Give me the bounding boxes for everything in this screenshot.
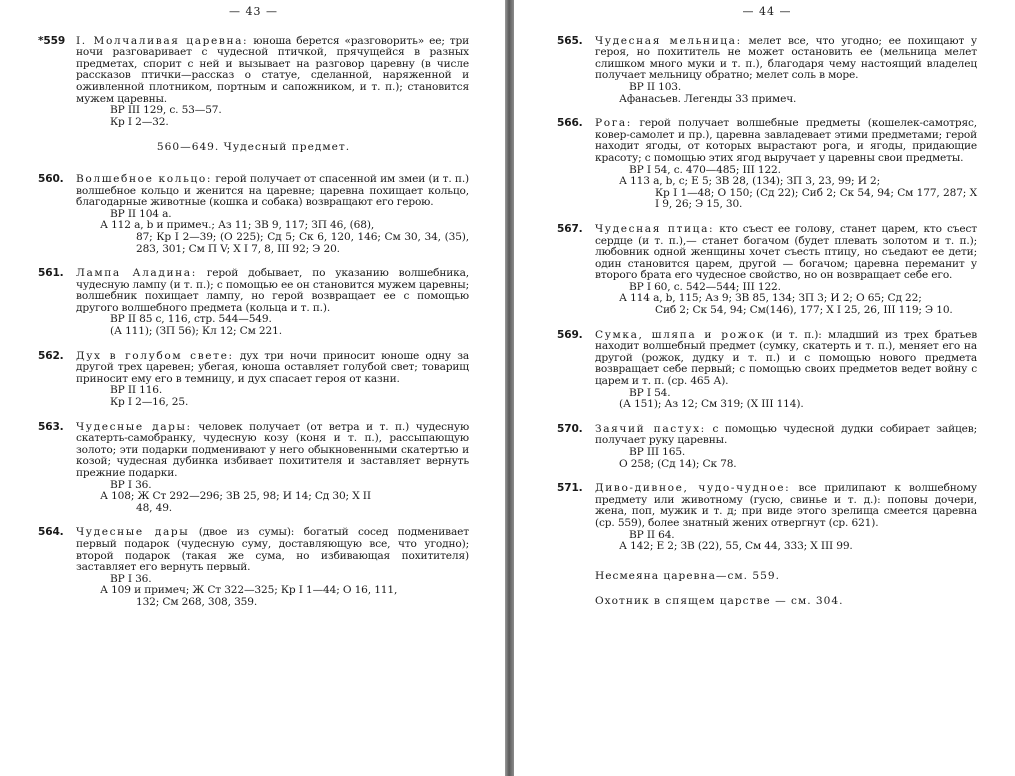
entry-title: Чудесная птица: — [595, 222, 715, 235]
entry-body — [76, 268, 469, 338]
reference-block — [595, 293, 977, 316]
reference-continuation: Сиб 2; Ск 54, 94; См(146), 177; Х I 25, 26, III 119; Э 10. — [655, 304, 953, 317]
entry-title: Рога: — [595, 117, 632, 130]
entry-title: Заячий пастух: — [595, 422, 706, 435]
cross-reference — [557, 571, 977, 583]
reference-line: А 108; Ж Ст 292—296; ЗВ 25, 98; И 14; Сд 30; Х II — [100, 490, 371, 503]
reference-line: ВР I 60, с. 542—544; III 122. — [629, 280, 781, 293]
reference-line: ВР III 129, с. 53—57. — [110, 104, 222, 117]
reference-line: ВР I 54, с. 470—485; III 122. — [629, 163, 781, 176]
entry-body — [595, 224, 977, 317]
entry-text — [595, 330, 977, 388]
entry-text — [76, 268, 469, 314]
reference-line: ВР II 64. — [629, 528, 675, 541]
entry-571 — [557, 483, 977, 553]
entry-body — [595, 36, 977, 106]
reference-line: О 258; (Сд 14); Ск 78. — [619, 457, 737, 470]
reference-line: ВР I 36. — [110, 572, 152, 585]
entry-body — [76, 36, 469, 129]
reference-line: А 113 а, b, с; Е 5; ЗВ 28, (134); ЗП 3, 23, 99; И 2; — [619, 175, 881, 188]
reference-continuation: 48, 49. — [136, 501, 173, 514]
entry-561 — [38, 268, 469, 338]
entry-number: 564. — [38, 526, 64, 539]
reference-line: Кр I 2—16, 25. — [110, 396, 189, 409]
reference-line: ВР II 116. — [110, 384, 163, 397]
reference-line: (А 111); (ЗП 56); Кл 12; См 221. — [110, 325, 282, 338]
entry-number: 571. — [557, 482, 583, 495]
entry-body — [595, 330, 977, 411]
page-number: — 43 — — [229, 5, 278, 18]
reference-continuation: Кр I 1—48; О 150; (Сд 22); Сиб 2; Ск 54, 94; См 177, 287; Х I 9, 26; Э 15, 30. — [655, 186, 977, 211]
section-heading: 560—649. Чудесный предмет. — [156, 141, 351, 154]
entry-description: герой получает от спасенной им змеи (и т. п.) волшебное кольцо и женится на царевне; царевна похищает кольцо, благодарные животные (кошка и собака) возвращают его герою. — [76, 172, 470, 209]
reference-line: А 114 а, b, 115; Аз 9; ЗВ 85, 134; ЗП 3; И 2; О 65; Сд 22; — [619, 292, 922, 305]
page-number: — 44 — — [742, 5, 792, 18]
entry-description: герой получает волшебные предметы (кошелек-самотряс, ковер-самолет и пр.), царевна завладевает этими предметами; герой находит ягоды, от которых вырастают рога, и ягоды, придающие красоту; с помощью этих ягод выручает у царевны свои предметы. — [595, 117, 977, 164]
entry-title: Волшебное кольцо: — [76, 172, 213, 185]
cross-reference-target: —см. 559. — [715, 569, 780, 582]
reference-line: А 112 а, b и примеч.; Аз 11; ЗВ 9, 117; ЗП 46, (68), — [100, 219, 375, 232]
entry-body — [595, 118, 977, 211]
reference-line: А 142; Е 2; ЗВ (22), 55, См 44, 333; Х III 99. — [619, 540, 853, 553]
entry-title: Чудесные дары: — [76, 420, 192, 433]
entry-569 — [557, 330, 977, 411]
entry-number: 569. — [557, 328, 583, 341]
entry-description: герой добывает, по указанию волшебника, чудесную лампу (и т. п.); с помощью ее он становится мужем царевны; волшебник похищает лампу, но герой возвращает ее с помощью другого волшебного предмета (кольца и т. п.). — [76, 267, 470, 314]
entry-text — [76, 174, 469, 209]
entry-description: все прилипают к волшебному предмету или животному (гусю, свинье и т. д.): поповы дочери, жена, поп, мужик и т. д; при виде этого зрелища смеется царевна (ср. 559), более знатный жених отвергнут (ср. 621). — [595, 482, 978, 529]
reference-line: ВР II 85 с, 116, стр. 544—549. — [110, 313, 272, 326]
entry-description: мелет все, что угодно; ее похищают у героя, но похититель не может остановить ее (мельница мелет слишком много муки и т. п.), благодаря чему настоящий владелец получает мельницу обратно; мелет соль в море. — [595, 34, 978, 82]
reference-line: Кр I 2—32. — [110, 115, 169, 128]
entry-body — [595, 424, 977, 470]
entry-title: Чудесные дары — [76, 526, 190, 539]
reference-continuation: 132; См 268, 308, 359. — [136, 595, 258, 608]
entry-text — [595, 36, 977, 82]
reference-line: ВР II 104 а. — [110, 207, 172, 220]
entry-title: I. Молчаливая царевна: — [76, 34, 249, 47]
entry-567 — [557, 224, 977, 317]
entry-title: Сумка, шляпа и рожок — [595, 328, 766, 341]
reference-block — [595, 176, 977, 211]
entry-number: 570. — [557, 422, 583, 435]
reference-line: ВР I 54. — [629, 386, 671, 399]
entry-description: (двое из сумы): богатый сосед подменивает первый подарок (чудесную суму, доставляющую все, что угодно); второй подарок (такая же сума, но избивающая похитителя) заставляет его вернуть первый. — [76, 526, 469, 574]
entry-number: 566. — [557, 117, 583, 130]
entry-text — [595, 424, 977, 447]
cross-reference — [557, 596, 977, 608]
entry-body — [76, 527, 469, 608]
entry-description: юноша берется «разговорить» ее; три ночи разговаривает с чудесной птичкой, прячущейся в разных предметах, спорит с ней и вызывает на разговор царевну (в числе рассказов птички—рассказ о статуе, сделанной, наряженной и оживленной плотником, портным и сапожником, и т. п.); становится мужем царевны. — [76, 34, 469, 105]
entry-text — [76, 527, 469, 573]
entry-title: Лампа Аладина: — [76, 267, 197, 280]
entry-body — [76, 422, 469, 515]
entry-body — [595, 483, 977, 553]
entry-number: 563. — [38, 420, 64, 433]
entry-number: 562. — [38, 349, 64, 362]
entry-text — [595, 118, 977, 164]
entry-number: 560. — [38, 172, 64, 185]
left-page — [0, 0, 505, 776]
reference-line: Афанасьев. Легенды 33 примеч. — [619, 92, 797, 105]
reference-line: ВР II 103. — [629, 80, 682, 93]
entry-563 — [38, 422, 469, 515]
entry-title: Диво-дивное, чудо-чудное: — [595, 482, 791, 495]
reference-block — [76, 220, 469, 255]
entry-text — [76, 422, 469, 480]
book-gutter — [505, 0, 514, 776]
entry-number: 567. — [557, 222, 583, 235]
entry-text — [595, 224, 977, 282]
reference-line: ВР I 36. — [110, 478, 152, 491]
entry-title: Дух в голубом свете: — [76, 349, 234, 362]
entry-text — [595, 483, 977, 529]
cross-reference-target: — см. 304. — [775, 595, 844, 608]
cross-reference-title: Охотник в спящем царстве — [595, 595, 771, 608]
entry-564 — [38, 527, 469, 608]
entry-number: *559 — [38, 34, 66, 47]
reference-line: (А 151); Аз 12; См 319; (Х III 114). — [619, 398, 804, 411]
entry-description: человек получает (от ветра и т. п.) чудесную скатерть-самобранку, чудесную козу (коня и т. п.), рассыпающую золото; эти подарки подменивают у него обыкновенными скатертью и козой; чудесная дубинка избивает похитителя и заставляет вернуть прежние подарки. — [76, 420, 470, 479]
entry-559 — [38, 36, 469, 129]
reference-block — [76, 491, 469, 514]
entry-description: кто съест ее голову, станет царем, кто съест сердце (и т. п.),— станет богачом (будет плевать золотом и т. п.); любовник одной женщины хочет съесть птицу, но съедают ее дети; один становится царем, другой — богачом; царевна переманит у второго брата его чудесное свойство, но он возвращает себе его. — [595, 222, 977, 282]
reference-line: ВР III 165. — [629, 446, 686, 458]
entry-text — [76, 351, 469, 386]
entry-565 — [557, 36, 977, 106]
reference-continuation: 87; Кр I 2—39; (О 225); Сд 5; Ск 6, 120, 146; См 30, 34, (35), 283, 301; См П V; Х I 7, 8, III 92; Э 20. — [136, 230, 469, 255]
entry-562 — [38, 351, 469, 409]
reference-block — [76, 585, 469, 608]
entry-description: дух три ночи приносит юноше одну за другой трех царевен; убегая, юноша оставляет голубой свет; товарищ приносит ему его в темницу, и дух спасает героя от казни. — [76, 349, 469, 385]
entry-body — [76, 351, 469, 409]
entry-text — [76, 36, 469, 106]
cross-reference-title: Несмеяна царевна — [595, 569, 716, 582]
entry-title: Чудесная мельница: — [595, 34, 742, 47]
entry-description: с помощью чудесной дудки собирает зайцев; получает руку царевны. — [595, 422, 978, 447]
right-page — [514, 0, 1015, 776]
entry-560 — [38, 174, 469, 255]
entry-body — [76, 174, 469, 255]
entry-number: 565. — [557, 34, 583, 47]
entry-570 — [557, 424, 977, 470]
reference-line: А 109 и примеч; Ж Ст 322—325; Кр I 1—44; О 16, 111, — [100, 584, 398, 597]
entry-566 — [557, 118, 977, 211]
entry-number: 561. — [38, 267, 64, 280]
entry-description: (и т. п.): младший из трех братьев находит волшебный предмет (сумку, скатерть и т. п.), меняет его на другой (рожок, дудку и т. п.) и с помощью нового предмета возвращает себе первый; с помощью своих предметов ведет войну с царем и т. п. (ср. 465 А). — [595, 328, 978, 388]
